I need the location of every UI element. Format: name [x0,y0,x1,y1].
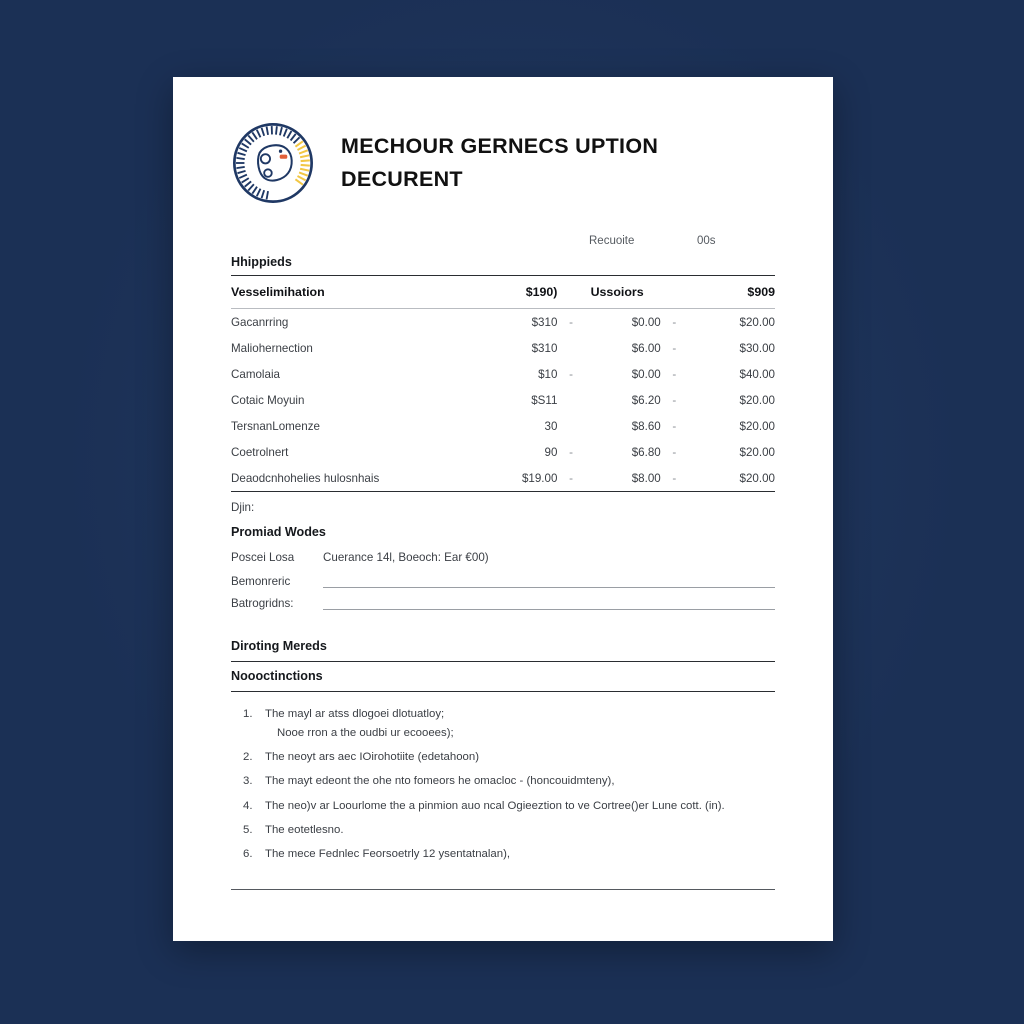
table-cell-a: 30 [544,419,558,433]
table-cell-dash2: - [672,315,677,329]
table-cell-c: $20.00 [739,445,775,459]
mini-col-2-label: 00s [697,235,716,247]
table-cell-a: $310 [531,341,558,355]
promo-row-value: Cuerance 14l, Boeoch: Ear €00) [323,551,489,564]
table-cell-label: Coetrolnert [231,445,289,459]
shipping-section-title: Hhippieds [231,255,292,269]
table-cell-dash2: - [672,393,677,407]
table-header-label: Vesselimihation [231,285,325,299]
table-cell-dash2: - [672,341,677,355]
table-cell-dash2: - [672,367,677,381]
table-cell-label: Cotaic Moyuin [231,393,305,407]
table-cell-dash1: - [569,445,573,459]
table-cell-dash2: - [672,445,677,459]
footer-divider [231,889,775,890]
promo-field-2[interactable] [231,590,775,612]
document-page [173,77,833,941]
page-title: MECHOUR GERNECS UPTION DECURENT [341,133,659,191]
list-item [231,702,775,746]
mini-col-1-label: Recuoite [589,235,635,247]
table-header-row [231,276,775,308]
table-cell-b: $6.80 [631,445,661,459]
instructions-list [231,692,775,867]
promo-field-2-label: Batrogridns: [231,597,294,610]
promo-field-1[interactable] [231,568,775,590]
table-cell-dash2: - [672,419,677,433]
table-cell-dash1 [557,335,584,361]
table-cell-b: $0.00 [631,367,661,381]
list-item-number: 6. [243,848,253,861]
mini-column-labels [231,235,775,247]
list-item [231,819,775,843]
list-item-number: 2. [243,751,253,764]
list-item [231,794,775,818]
table-row [231,387,775,413]
circular-emblem-logo [231,121,315,205]
table-cell-label: Gacanrring [231,315,289,329]
table-cell-c: $20.00 [739,315,775,329]
table-header-dash1 [557,276,584,308]
table-row [231,361,775,387]
table-row [231,413,775,439]
table-cell-dash1: - [569,315,573,329]
line-items-body [231,309,775,491]
promo-section-title: Promiad Wodes [231,525,326,539]
list-item-text: The mece Fednlec Feorsoetrly 12 ysentatnalan), [265,848,511,861]
list-item-text: The mayl ar atss dlogoei dlotuatloy; [265,707,445,720]
list-item-number: 5. [243,824,253,837]
list-item-subtext: Nooe rron a the oudbi ur ecooees); [277,726,454,739]
directing-section-title: Diroting Mereds [231,639,327,653]
table-header-c: $909 [747,285,775,299]
table-cell-a: $310 [531,315,558,329]
instructions-section-title: Noooctinctions [231,669,323,683]
table-row [231,335,775,361]
table-cell-dash1 [557,387,584,413]
table-cell-c: $40.00 [739,367,775,381]
table-cell-a: $10 [538,367,558,381]
list-item [231,843,775,867]
list-item-text: The neoyt ars aec IOirohotiite (edetahoon) [265,751,480,764]
list-item-number: 4. [243,799,253,812]
table-cell-c: $20.00 [739,471,775,485]
table-header-b: Ussoiors [590,285,644,299]
middle-note: Djin: [231,501,255,514]
table-header-dash2 [661,276,688,308]
table-cell-b: $8.60 [631,419,661,433]
table-cell-label: Camolaia [231,367,280,381]
table-cell-label: TersnanLomenze [231,419,320,433]
table-cell-b: $6.00 [631,341,661,355]
list-item-number: 3. [243,775,253,788]
table-cell-a: $19.00 [521,471,558,485]
table-row [231,465,775,491]
list-item-number: 1. [243,707,253,720]
list-item [231,770,775,794]
list-item-text: The mayt edeont the ohe nto fomeors he omacloc - (honcouidmteny), [265,775,615,788]
table-cell-c: $20.00 [739,419,775,433]
table-cell-b: $0.00 [631,315,661,329]
table-cell-c: $20.00 [739,393,775,407]
promo-field-1-label: Bemonreric [231,575,291,588]
promo-detail-row [231,547,775,568]
promo-field-2-input[interactable] [323,599,775,610]
table-cell-c: $30.00 [739,341,775,355]
promo-field-1-input[interactable] [323,577,775,588]
table-cell-dash1: - [569,471,573,485]
table-cell-dash2: - [672,471,677,485]
table-cell-label: Deaodcnhohelies hulosnhais [231,471,380,485]
table-row [231,439,775,465]
list-item [231,746,775,770]
table-cell-dash1 [557,413,584,439]
table-cell-b: $6.20 [631,393,661,407]
document-header [231,121,775,205]
promo-row-label: Poscei Losa [231,551,295,564]
document-body [173,77,833,941]
table-cell-a: $S11 [531,393,558,407]
line-items-table [231,276,775,308]
table-cell-a: 90 [544,445,558,459]
table-cell-dash1: - [569,367,573,381]
table-header-a: $190) [525,285,558,299]
table-row [231,309,775,335]
list-item-text: The neo)v ar Loourlome the a pinmion auo ncal Ogieeztion to ve Cortree()er Lune cott. (in). [265,799,725,812]
table-cell-b: $8.00 [631,471,661,485]
table-cell-label: Maliohernection [231,341,313,355]
list-item-text: The eotetlesno. [265,824,344,837]
